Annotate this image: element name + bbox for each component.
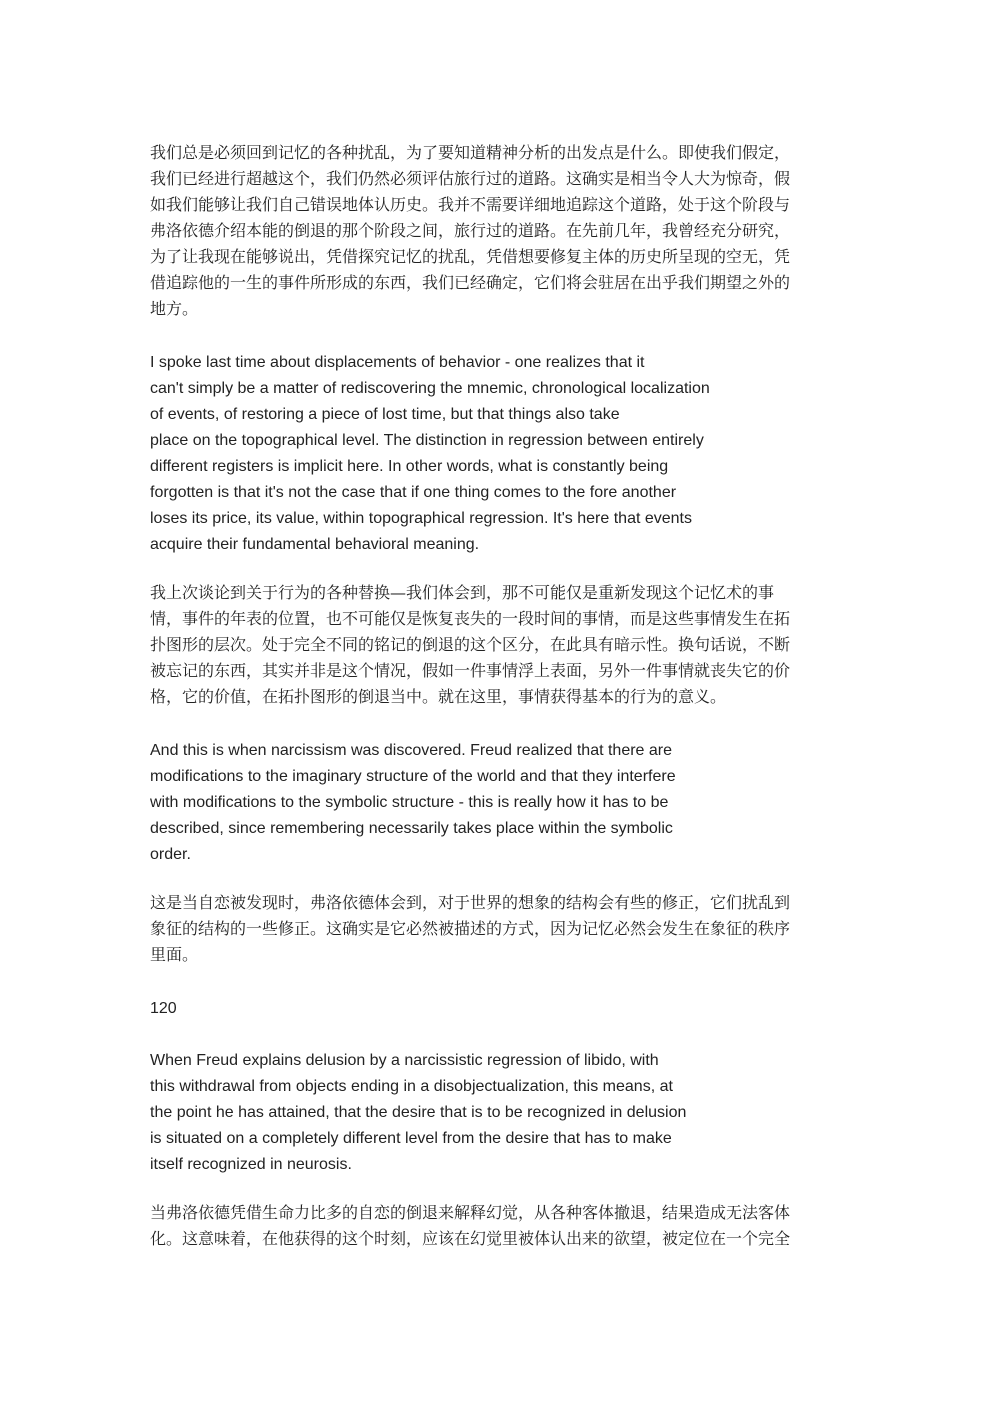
text-line: 为了让我现在能够说出，凭借探究记忆的扰乱，凭借想要修复主体的历史所呈现的空无，凭 xyxy=(150,247,791,266)
text-line: 我们已经进行超越这个，我们仍然必须评估旅行过的道路。这确实是相当令人大为惊奇，假 xyxy=(150,169,791,188)
text-line: 化。这意味着，在他获得的这个时刻，应该在幻觉里被体认出来的欲望，被定位在一个完全 xyxy=(150,1229,791,1248)
text-line: modifications to the imaginary structure of the world and that they interfere xyxy=(150,768,676,785)
text-line: loses its price, its value, within topographical regression. It's here that events xyxy=(150,510,692,527)
text-line: 格，它的价值，在拓扑图形的倒退当中。就在这里，事情获得基本的行为的意义。 xyxy=(150,687,727,706)
text-line: 象征的结构的一些修正。这确实是它必然被描述的方式，因为记忆必然会发生在象征的秩序 xyxy=(150,919,791,938)
text-line: order. xyxy=(150,846,191,863)
text-line: 扑图形的层次。处于完全不同的铭记的倒退的这个区分，在此具有暗示性。换句话说，不断 xyxy=(150,635,791,654)
text-line: 被忘记的东西，其实并非是这个情况，假如一件事情浮上表面，另外一件事情就丧失它的价 xyxy=(150,661,791,680)
paragraph-en-2 xyxy=(150,738,846,868)
paragraph-zh-3 xyxy=(150,890,846,968)
text-line: acquire their fundamental behavioral meaning. xyxy=(150,536,480,553)
text-line: can't simply be a matter of rediscovering the mnemic, chronological localization xyxy=(150,380,710,397)
text-line: And this is when narcissism was discovered. Freud realized that there are xyxy=(150,742,673,759)
paragraph-en-3 xyxy=(150,1048,846,1178)
text-line: place on the topographical level. The distinction in regression between entirely xyxy=(150,432,704,449)
text-line: 我上次谈论到关于行为的各种替换—我们体会到，那不可能仅是重新发现这个记忆术的事 xyxy=(150,583,775,602)
text-line: 地方。 xyxy=(150,299,199,318)
text-line: forgotten is that it's not the case that if one thing comes to the fore another xyxy=(150,484,677,501)
paragraph-zh-4 xyxy=(150,1200,846,1252)
text-line: 当弗洛依德凭借生命力比多的自恋的倒退来解释幻觉，从各种客体撤退，结果造成无法客体 xyxy=(150,1203,791,1222)
text-line: this withdrawal from objects ending in a disobjectualization, this means, at xyxy=(150,1078,673,1095)
text-line: 里面。 xyxy=(150,945,199,964)
paragraph-en-1 xyxy=(150,350,846,558)
text-line: 这是当自恋被发现时，弗洛依德体会到，对于世界的想象的结构会有些的修正，它们扰乱到 xyxy=(150,893,791,912)
text-line: 情，事件的年表的位置，也不可能仅是恢复丧失的一段时间的事情，而是这些事情发生在拓 xyxy=(150,609,791,628)
text-line: 如我们能够让我们自己错误地体认历史。我并不需要详细地追踪这个道路，处于这个阶段与 xyxy=(150,195,791,214)
text-line: with modifications to the symbolic structure - this is really how it has to be xyxy=(150,794,669,811)
text-line: different registers is implicit here. In other words, what is constantly being xyxy=(150,458,669,475)
text-line: I spoke last time about displacements of behavior - one realizes that it xyxy=(150,354,645,371)
text-line: itself recognized in neurosis. xyxy=(150,1156,352,1173)
text-line: described, since remembering necessarily takes place within the symbolic xyxy=(150,820,673,837)
text-line: 弗洛依德介绍本能的倒退的那个阶段之间，旅行过的道路。在先前几年，我曾经充分研究， xyxy=(150,221,791,240)
text-line: of events, of restoring a piece of lost time, but that things also take xyxy=(150,406,620,423)
page-number: 120 xyxy=(150,1000,177,1017)
document-page xyxy=(150,140,846,1252)
text-line: 借追踪他的一生的事件所形成的东西，我们已经确定，它们将会驻居在出乎我们期望之外的 xyxy=(150,273,791,292)
text-line: 我们总是必须回到记忆的各种扰乱，为了要知道精神分析的出发点是什么。即使我们假定， xyxy=(150,143,791,162)
text-line: When Freud explains delusion by a narcissistic regression of libido, with xyxy=(150,1052,659,1069)
paragraph-zh-1 xyxy=(150,140,846,322)
text-line: the point he has attained, that the desire that is to be recognized in delusion xyxy=(150,1104,687,1121)
paragraph-zh-2 xyxy=(150,580,846,710)
text-line: is situated on a completely different level from the desire that has to make xyxy=(150,1130,672,1147)
